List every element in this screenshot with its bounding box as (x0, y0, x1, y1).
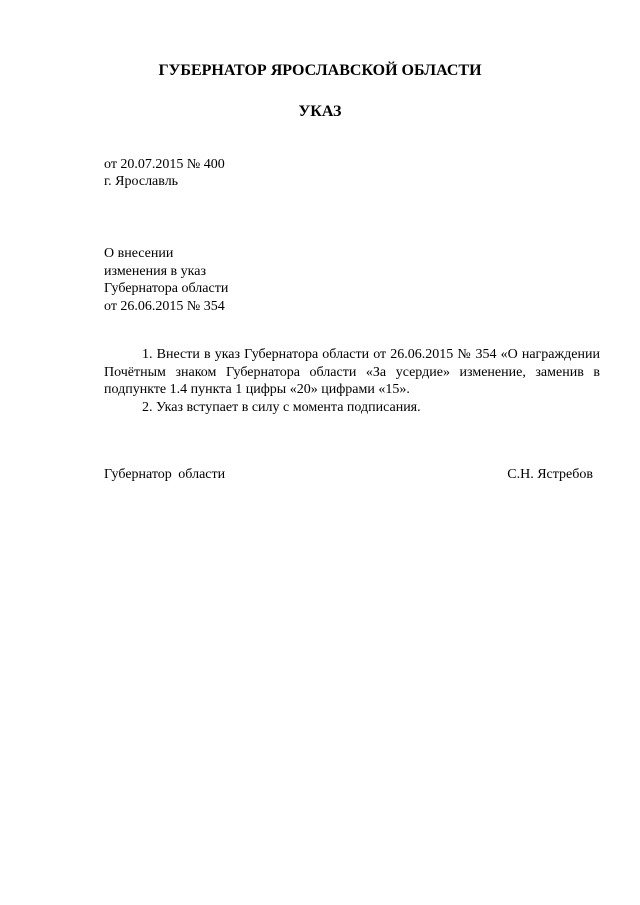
document-place: г. Ярославль (104, 174, 179, 189)
signature-block (104, 466, 593, 483)
subject-line: О внесении (104, 246, 174, 261)
document-type: УКАЗ (298, 103, 342, 120)
document-subject (104, 245, 228, 315)
document-date-number: от 20.07.2015 № 400 (104, 157, 225, 172)
body-paragraph-1: 1. Внести в указ Губернатора области от 26.06.2015 № 354 «О награждении Почётным знаком Губернатора области «За усердие» изменение, заменив в подпункте 1.4 пункта 1 цифры «20» цифрами «15». (104, 347, 600, 397)
document-body (104, 346, 600, 416)
subject-line: Губернатора области (104, 281, 229, 296)
body-paragraph-2: 2. Указ вступает в силу с момента подписания. (142, 399, 421, 415)
signatory-name: С.Н. Ястребов (507, 467, 593, 482)
document-meta (104, 156, 225, 190)
issuing-authority: ГУБЕРНАТОР ЯРОСЛАВСКОЙ ОБЛАСТИ (158, 62, 482, 79)
signatory-position: Губернатор области (104, 467, 226, 482)
subject-line: от 26.06.2015 № 354 (104, 298, 225, 314)
subject-line: изменения в указ (104, 263, 206, 279)
